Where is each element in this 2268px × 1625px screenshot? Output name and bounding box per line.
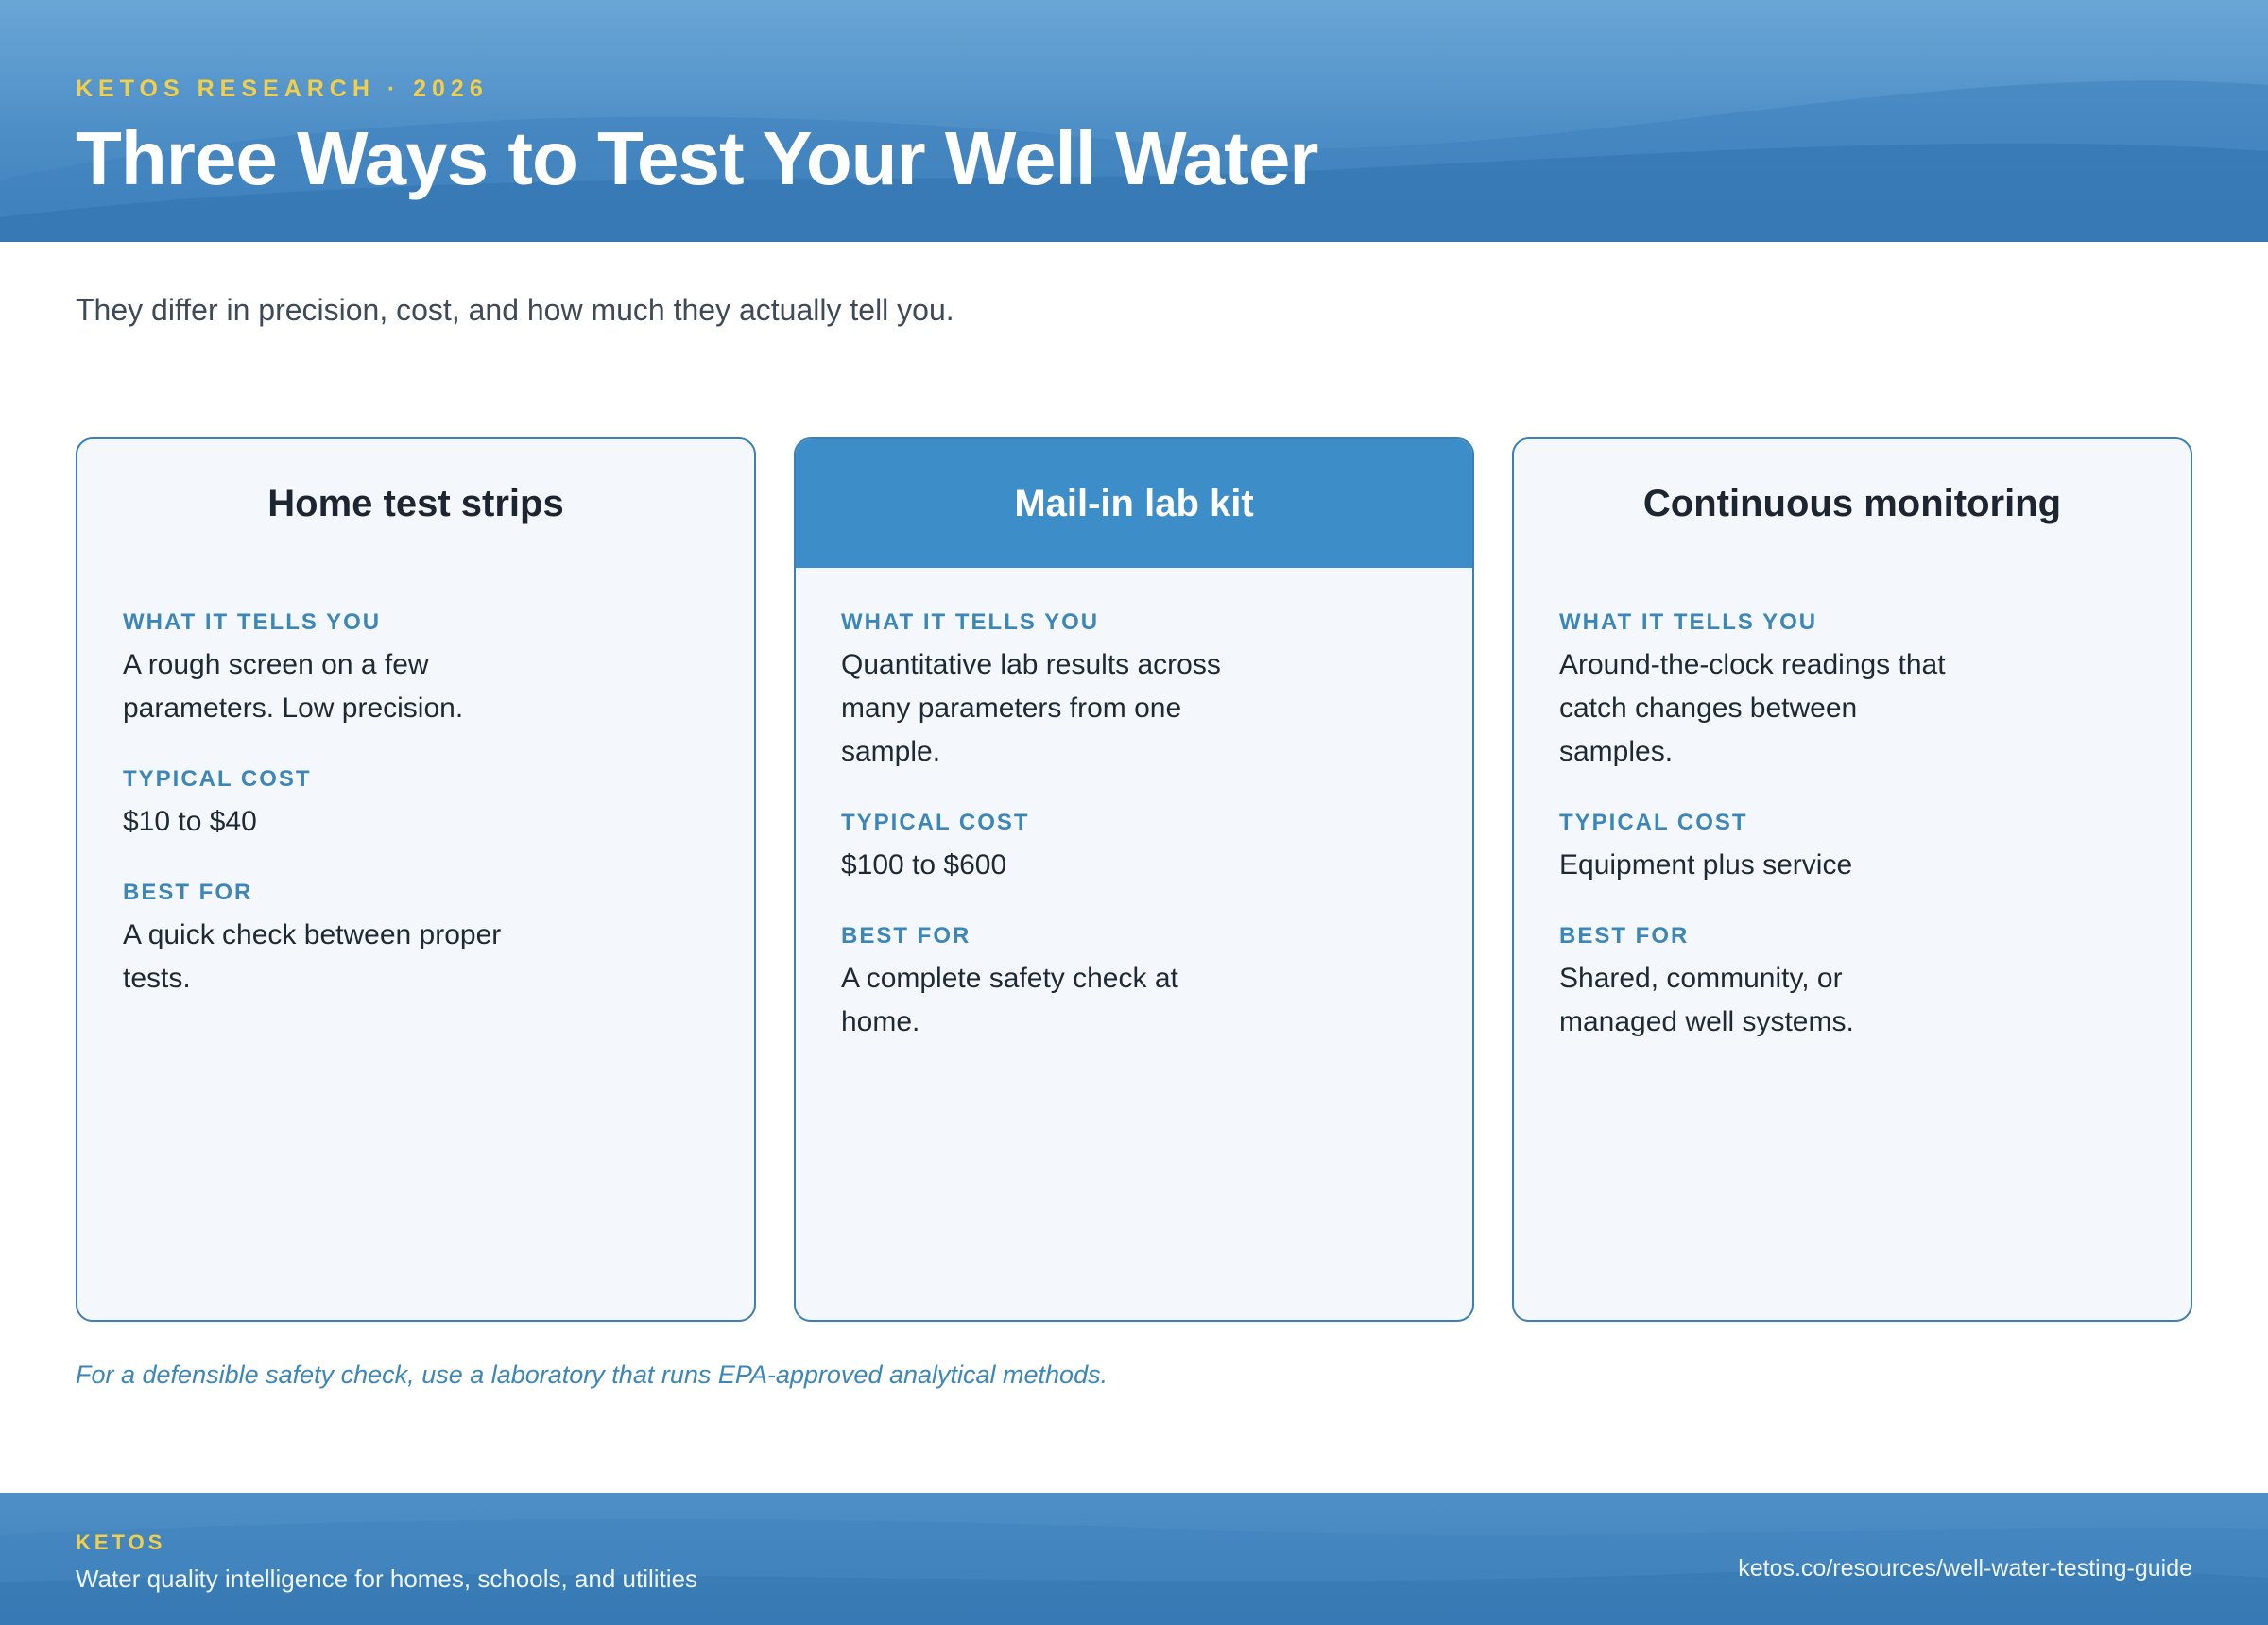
card-field-typical-cost xyxy=(1559,810,2145,887)
page-subtitle: They differ in precision, cost, and how much they actually tell you. xyxy=(76,293,954,327)
card-field-what-it-tells-you xyxy=(841,609,1427,774)
field-label: TYPICAL COST xyxy=(1559,810,1748,835)
field-label: WHAT IT TELLS YOU xyxy=(841,609,1100,635)
field-text: A rough screen on a few parameters. Low precision. xyxy=(123,649,464,724)
card-title: Mail-in lab kit xyxy=(796,439,1472,568)
card-title: Home test strips xyxy=(267,482,564,524)
footer-brand: KETOS xyxy=(76,1531,166,1554)
field-text: Shared, community, or managed well systems. xyxy=(1559,963,1854,1037)
footnote: For a defensible safety check, use a laboratory that runs EPA-approved analytical methods. xyxy=(76,1360,1108,1389)
footer-tagline: Water quality intelligence for homes, schools, and utilities xyxy=(76,1565,698,1593)
footer-url-link[interactable]: ketos.co/resources/well-water-testing-guide xyxy=(1738,1555,2192,1582)
header-eyebrow: KETOS RESEARCH · 2026 xyxy=(76,76,489,102)
page-header xyxy=(0,0,2268,242)
card-field-what-it-tells-you xyxy=(123,609,709,730)
card-field-best-for xyxy=(841,923,1427,1044)
field-label: BEST FOR xyxy=(1559,923,1690,949)
field-text: $10 to $40 xyxy=(123,806,257,837)
field-label: BEST FOR xyxy=(841,923,971,949)
card-title: Continuous monitoring xyxy=(1642,482,2062,524)
field-label: BEST FOR xyxy=(123,880,253,905)
card-field-best-for xyxy=(123,880,709,1001)
field-text: Equipment plus service xyxy=(1559,849,1853,881)
field-label: TYPICAL COST xyxy=(841,810,1030,835)
page-footer xyxy=(0,1493,2268,1625)
card-field-typical-cost xyxy=(841,810,1427,887)
field-text: A quick check between proper tests. xyxy=(123,919,502,994)
card-home-test-strips xyxy=(76,437,756,1322)
card-continuous-monitoring xyxy=(1512,437,2192,1322)
field-label: TYPICAL COST xyxy=(123,766,312,792)
card-field-what-it-tells-you xyxy=(1559,609,2145,774)
page-title: Three Ways to Test Your Well Water xyxy=(76,116,1318,200)
comparison-cards xyxy=(76,437,2194,1324)
field-text: Quantitative lab results across many parameters from one sample. xyxy=(841,649,1221,767)
field-text: Around-the-clock readings that catch changes between samples. xyxy=(1559,649,1946,767)
card-field-typical-cost xyxy=(123,766,709,844)
field-label: WHAT IT TELLS YOU xyxy=(123,609,382,635)
field-label: WHAT IT TELLS YOU xyxy=(1559,609,1818,635)
field-text: $100 to $600 xyxy=(841,849,1007,881)
card-mail-in-lab-kit xyxy=(794,437,1474,1322)
field-text: A complete safety check at home. xyxy=(841,963,1178,1037)
card-field-best-for xyxy=(1559,923,2145,1044)
